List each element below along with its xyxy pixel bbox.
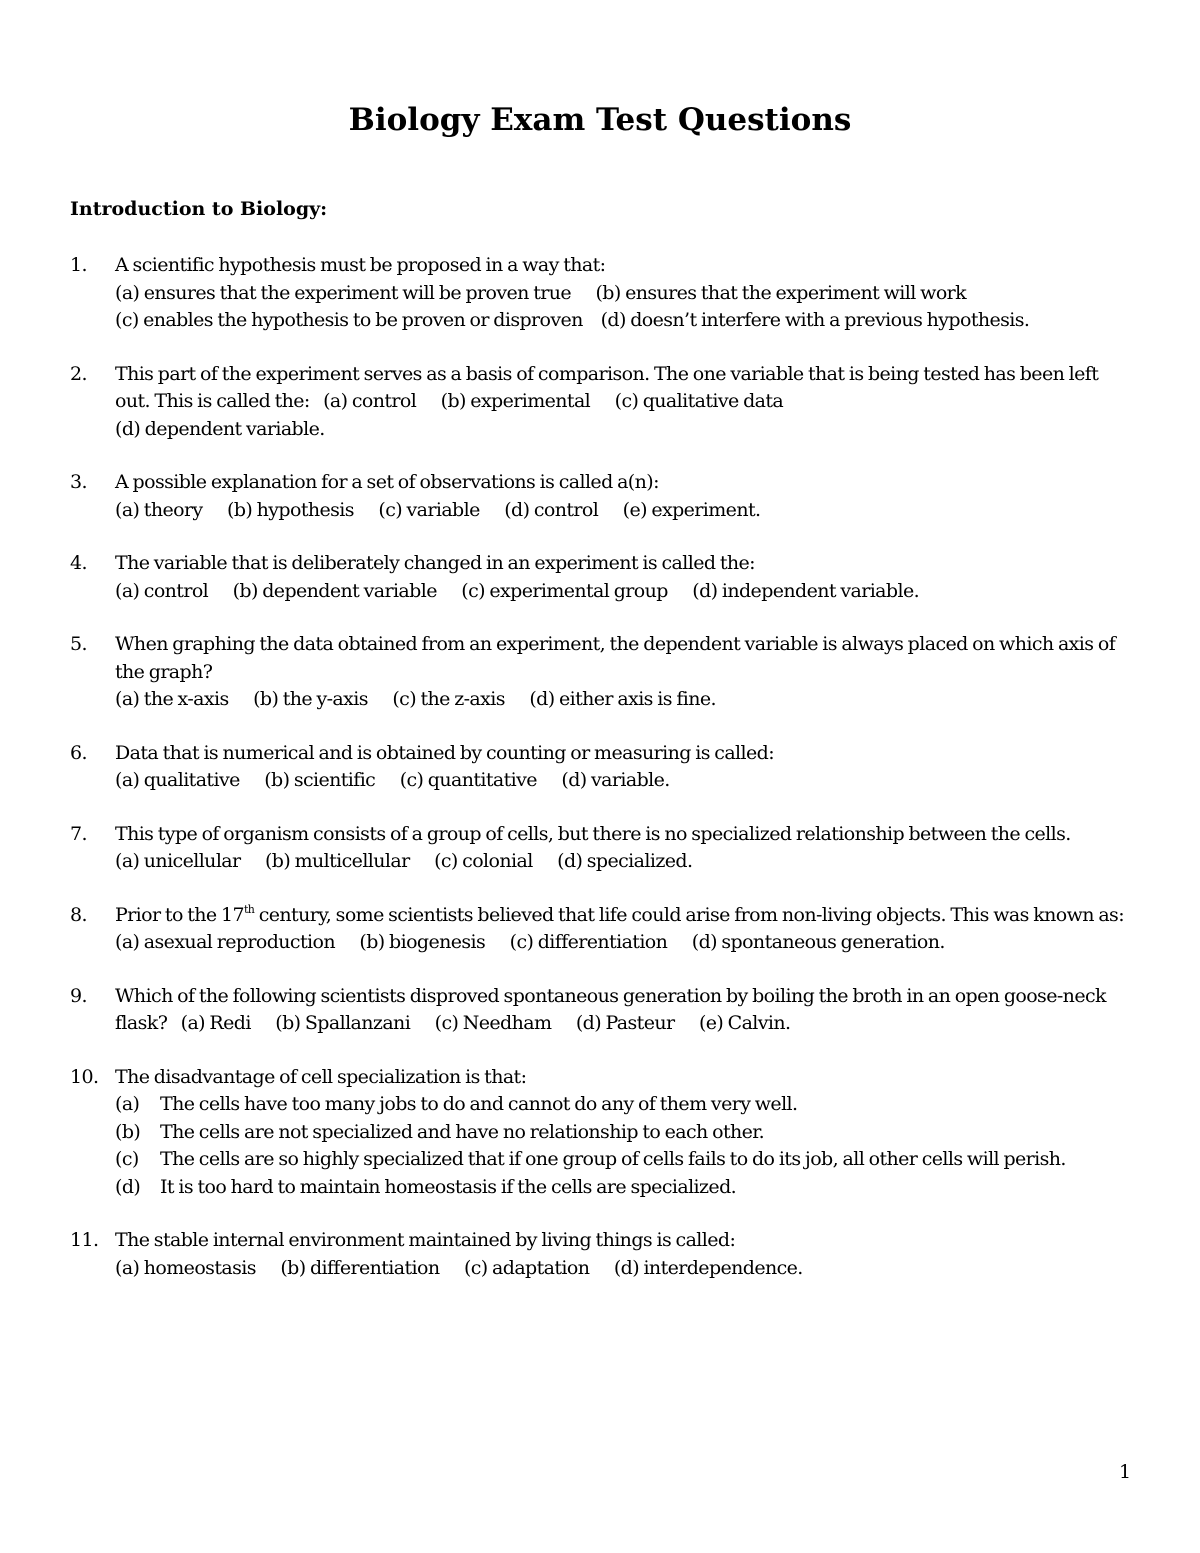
option-d: (d) dependent variable.	[115, 417, 325, 440]
question-number: 11.	[70, 1229, 99, 1251]
question-4	[70, 550, 1135, 605]
option-b	[115, 1119, 1135, 1147]
option-a: (a) control	[323, 390, 417, 412]
question-stem: Data that is numerical and is obtained by counting or measuring is called:	[115, 741, 775, 764]
option-d: (d) specialized.	[557, 850, 693, 872]
option-c: (c) quantitative	[399, 769, 537, 791]
question-number: 2.	[70, 362, 87, 385]
option-b: (b) scientific	[264, 769, 376, 791]
option-c: (c) adaptation	[463, 1256, 590, 1279]
option-a: (a) qualitative	[115, 769, 240, 791]
option-b: (b) differentiation	[280, 1256, 440, 1279]
option-e: (e) Calvin.	[698, 1012, 791, 1034]
question-8	[70, 902, 1135, 957]
option-letter: (d)	[115, 1175, 141, 1198]
question-number: 6.	[70, 741, 87, 764]
question-number: 8.	[70, 903, 87, 926]
option-c: (c) experimental group	[461, 579, 668, 602]
option-d: (d) interdependence.	[613, 1256, 803, 1279]
option-a	[115, 1091, 1135, 1119]
question-number: 4.	[70, 552, 87, 574]
page-number: 1	[1119, 1461, 1132, 1483]
option-a: (a) homeostasis	[115, 1256, 256, 1279]
question-body	[115, 983, 1135, 1038]
option-c: (c) colonial	[434, 850, 533, 872]
question-number: 9.	[70, 984, 87, 1007]
question-7	[70, 821, 1135, 876]
option-letter: (c)	[115, 1148, 139, 1170]
option-b: (b) experimental	[440, 390, 591, 412]
question-number: 7.	[70, 822, 87, 845]
option-d	[115, 1174, 1135, 1202]
question-stem: The disadvantage of cell specialization is that:	[115, 1065, 527, 1088]
option-e: (e) experiment.	[622, 498, 761, 521]
question-list	[70, 252, 1135, 1308]
question-number: 3.	[70, 471, 87, 493]
option-b: (b) hypothesis	[227, 498, 354, 521]
option-d: (d) doesn’t interfere with a previous hypothesis.	[600, 309, 1030, 331]
option-row	[115, 929, 1135, 957]
option-a: (a) the x-axis	[115, 688, 229, 710]
question-number: 5.	[70, 633, 87, 655]
option-c: (c) qualitative data	[614, 390, 784, 412]
option-d: (d) variable.	[561, 769, 670, 791]
question-body	[115, 361, 1135, 416]
stem-text-end: century, some scientists believed that life could arise from non-living objects. This was known as:	[254, 903, 1124, 926]
option-d: (d) Pasteur	[575, 1012, 675, 1034]
option-d: (d) either axis is fine.	[529, 688, 716, 710]
question-2	[70, 361, 1135, 444]
question-6	[70, 740, 1135, 795]
option-a: (a) theory	[115, 498, 203, 521]
question-number: 10.	[70, 1065, 99, 1088]
page-title: Biology Exam Test Questions	[348, 102, 852, 138]
question-1	[70, 252, 1135, 335]
option-b: (b) the y-axis	[253, 688, 368, 710]
question-stem: The stable internal environment maintained by living things is called:	[115, 1229, 736, 1251]
option-text: The cells are so highly specialized that if one group of cells fails to do its job, all other cells will perish.	[160, 1148, 1066, 1170]
option-b: (b) Spallanzani	[275, 1012, 411, 1034]
section-heading: Introduction to Biology:	[70, 198, 328, 220]
option-b: (b) multicellular	[264, 850, 410, 872]
option-row	[115, 280, 1135, 308]
option-row	[115, 497, 1135, 525]
option-b: (b) dependent variable	[232, 579, 437, 602]
option-c: (c) variable	[378, 498, 480, 521]
question-stem: This type of organism consists of a group of cells, but there is no specialized relationship between the cells.	[115, 822, 1071, 845]
option-d: (d) spontaneous generation.	[691, 931, 945, 953]
question-3	[70, 469, 1135, 524]
question-stem: When graphing the data obtained from an experiment, the dependent variable is always placed on which axis of the graph?	[115, 633, 1116, 683]
option-d: (d) independent variable.	[692, 579, 920, 602]
question-stem	[115, 902, 1135, 930]
option-list	[115, 1091, 1135, 1201]
option-b: (b) ensures that the experiment will work	[595, 281, 967, 304]
question-10	[70, 1064, 1135, 1202]
option-a: (a) control	[115, 579, 209, 602]
option-letter: (b)	[115, 1120, 141, 1143]
option-row	[115, 578, 1135, 606]
option-text: It is too hard to maintain homeostasis if the cells are specialized.	[160, 1175, 737, 1198]
option-d: (d) control	[504, 498, 599, 521]
question-stem: The variable that is deliberately changed in an experiment is called the:	[115, 552, 755, 574]
question-number: 1.	[70, 254, 87, 276]
question-stem: A possible explanation for a set of observations is called a(n):	[115, 471, 659, 493]
option-text: The cells have too many jobs to do and cannot do any of them very well.	[160, 1093, 798, 1115]
option-c: (c) differentiation	[509, 931, 668, 953]
question-stem: This part of the experiment serves as a basis of comparison. The one variable that is being tested has been left out. This is called the:	[115, 362, 1099, 412]
question-11	[70, 1227, 1135, 1282]
ordinal-suffix: th	[243, 902, 255, 916]
option-c: (c) Needham	[434, 1012, 552, 1034]
question-stem: A scientific hypothesis must be proposed in a way that:	[115, 254, 606, 276]
stem-text-start: Prior to the 17	[115, 903, 244, 926]
option-b: (b) biogenesis	[359, 931, 486, 953]
question-5	[70, 631, 1135, 714]
option-c: (c) enables the hypothesis to be proven or disproven	[115, 309, 583, 331]
option-row	[115, 1255, 1135, 1283]
option-row	[115, 848, 1135, 876]
option-row	[115, 767, 1135, 795]
option-a: (a) Redi	[180, 1012, 251, 1034]
option-a: (a) ensures that the experiment will be proven true	[115, 281, 572, 304]
option-row	[115, 307, 1135, 335]
option-a: (a) asexual reproduction	[115, 931, 335, 953]
option-row	[115, 416, 1135, 444]
option-text: The cells are not specialized and have no relationship to each other.	[160, 1120, 765, 1143]
option-letter: (a)	[115, 1093, 140, 1115]
question-stem: Which of the following scientists disproved spontaneous generation by boiling the broth in an open goose-neck flask?	[115, 984, 1106, 1034]
option-c: (c) the z-axis	[392, 688, 505, 710]
option-a: (a) unicellular	[115, 850, 241, 872]
question-9	[70, 983, 1135, 1038]
option-row	[115, 686, 1135, 714]
option-c	[115, 1146, 1135, 1174]
